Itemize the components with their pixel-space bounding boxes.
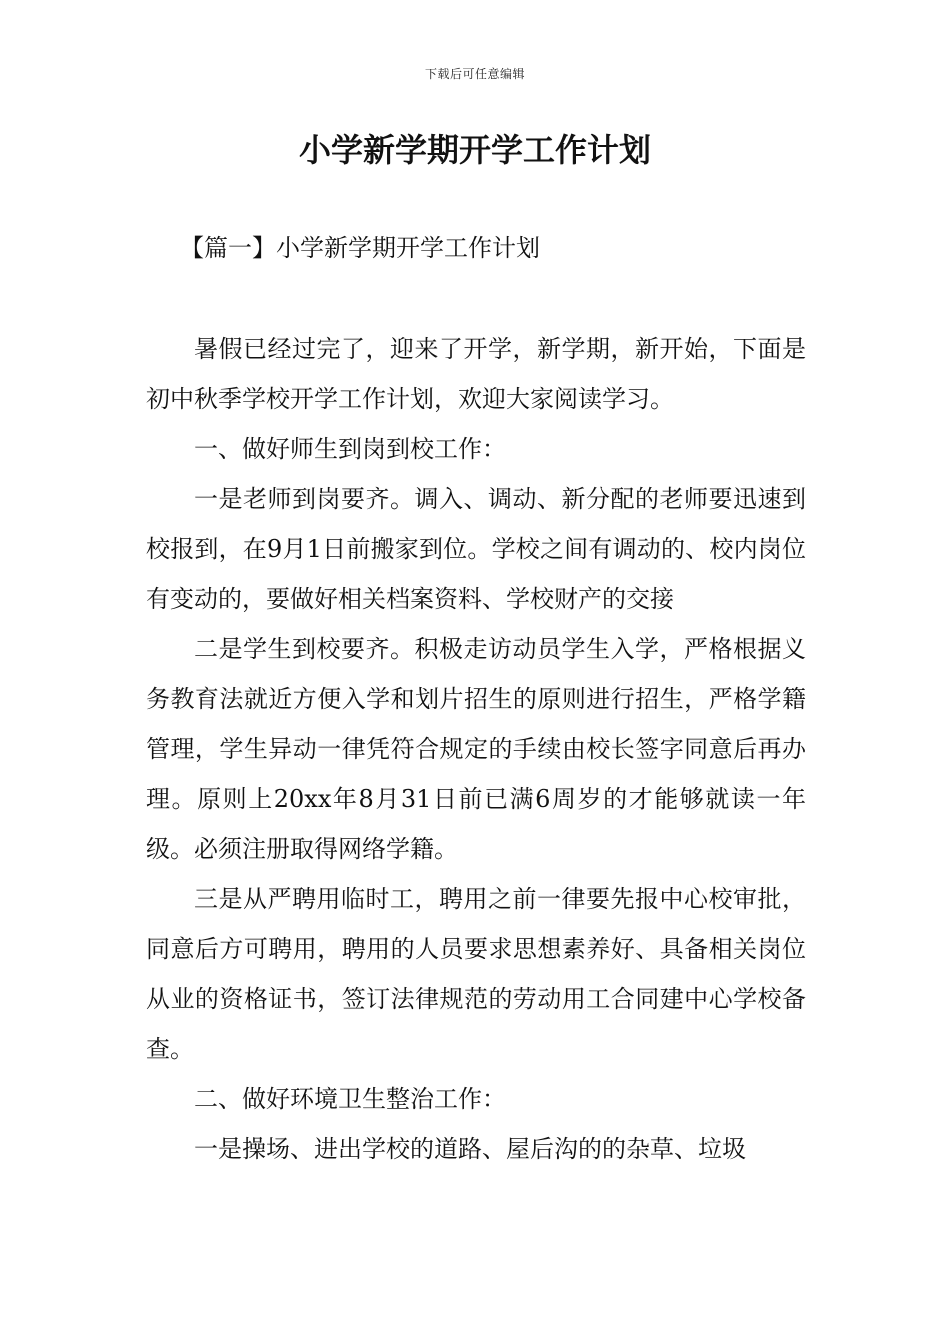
document-body (146, 324, 806, 1174)
paragraph-heading-one: 一、做好师生到岗到校工作： (194, 435, 506, 463)
paragraph-students: 二是学生到校要齐。积极走访动员学生入学，严格根据义务教育法就近方便入学和划片招生的原则进行招生，严格学籍管理，学生异动一律凭符合规定的手续由校长签字同意后再办理。原则上20xx年8月31日前已满6周岁的才能够就读一年级。必须注册取得网络学籍。 (146, 635, 806, 863)
document-title: 小学新学期开学工作计划 (298, 131, 651, 169)
section-title: 【篇一】小学新学期开学工作计划 (180, 234, 540, 262)
paragraph-temp-workers: 三是从严聘用临时工，聘用之前一律要先报中心校审批，同意后方可聘用，聘用的人员要求思想素养好、具备相关岗位从业的资格证书，签订法律规范的劳动用工合同建中心学校备查。 (146, 885, 806, 1063)
paragraph-heading-two: 二、做好环境卫生整治工作： (194, 1085, 506, 1113)
paragraph-cleanup: 一是操场、进出学校的道路、屋后沟的的杂草、垃圾 (194, 1135, 746, 1163)
paragraph-teachers: 一是老师到岗要齐。调入、调动、新分配的老师要迅速到校报到，在9月1日前搬家到位。学校之间有调动的、校内岗位有变动的，要做好相关档案资料、学校财产的交接 (146, 485, 806, 613)
header-note: 下载后可任意编辑 (424, 67, 525, 81)
paragraph-intro: 暑假已经过完了，迎来了开学，新学期，新开始，下面是初中秋季学校开学工作计划，欢迎大家阅读学习。 (146, 335, 806, 413)
